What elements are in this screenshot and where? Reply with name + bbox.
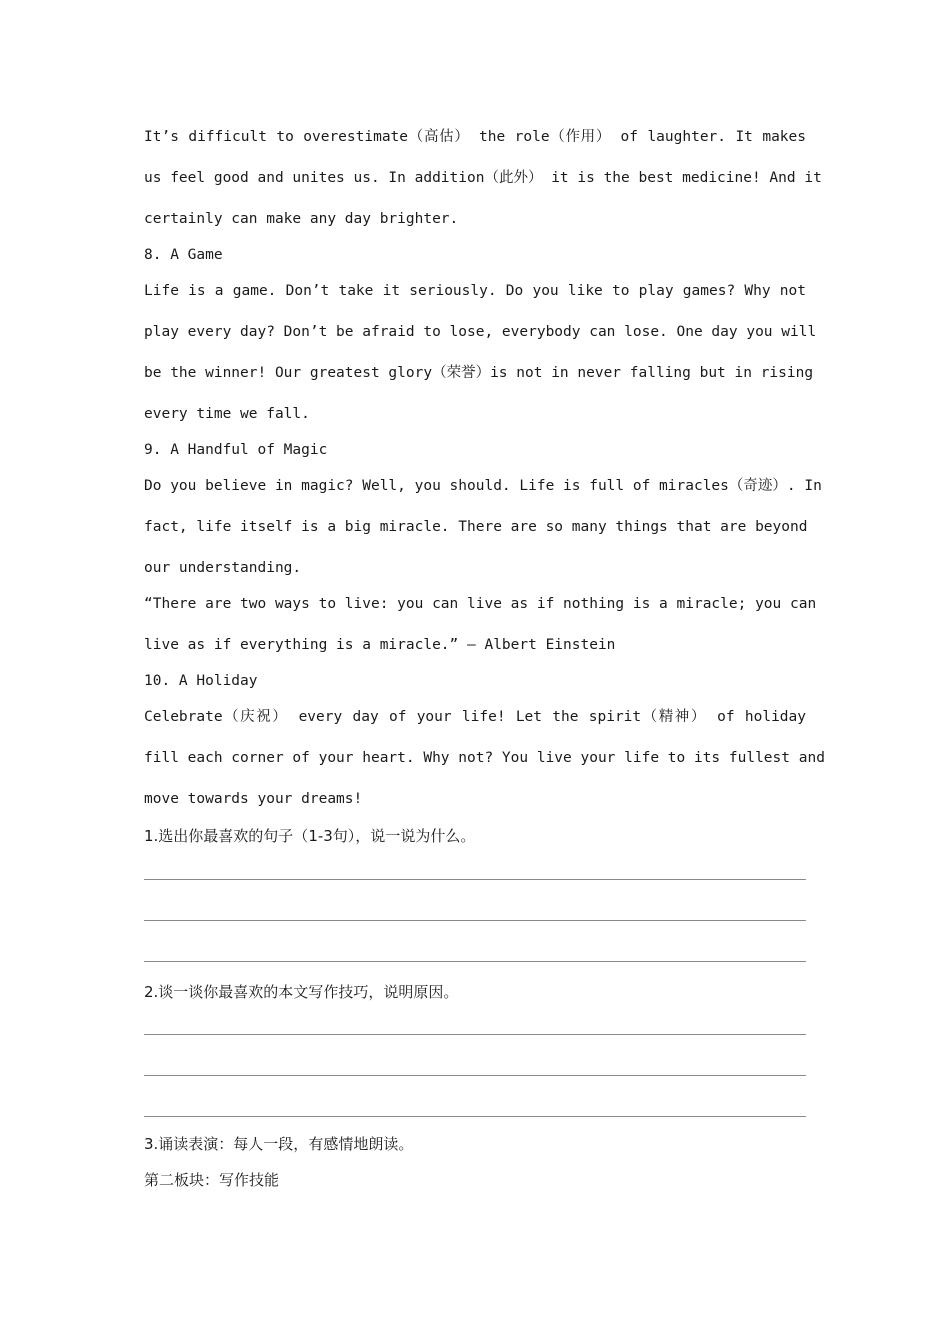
quote-line: “There are two ways to live: you can live as if nothing is a miracle; you can bbox=[144, 596, 817, 612]
paragraph-line: our understanding. bbox=[144, 560, 302, 576]
paragraph-line: every time we fall. bbox=[144, 406, 310, 422]
answer-line[interactable] bbox=[144, 961, 806, 962]
paragraph-line: fill each corner of your heart. Why not? You live your life to its fullest and bbox=[144, 750, 825, 766]
question-1: 1.选出你最喜欢的句子（1-3句），说一说为什么。 bbox=[144, 827, 476, 845]
section-heading: 9. A Handful of Magic bbox=[144, 442, 328, 458]
paragraph-line: move towards your dreams! bbox=[144, 791, 363, 807]
paragraph-line: certainly can make any day brighter. bbox=[144, 211, 459, 227]
answer-line[interactable] bbox=[144, 879, 806, 880]
question-3: 3.诵读表演：每人一段，有感情地朗读。 bbox=[144, 1135, 414, 1153]
paragraph-line: Do you believe in magic? Well, you should. Life is full of miracles（奇迹）. In bbox=[144, 478, 822, 494]
paragraph-line: It’s difficult to overestimate（高估） the role（作用） of laughter. It makes bbox=[144, 129, 806, 145]
paragraph-line: Life is a game. Don’t take it seriously. Do you like to play games? Why not bbox=[144, 283, 806, 299]
paragraph-line: fact, life itself is a big miracle. There are so many things that are beyond bbox=[144, 519, 808, 535]
paragraph-line: Celebrate（庆祝） every day of your life! Let the spirit（精神） of holiday bbox=[144, 709, 806, 725]
section-heading: 10. A Holiday bbox=[144, 673, 258, 689]
section-title: 第二板块：写作技能 bbox=[144, 1171, 280, 1189]
answer-line[interactable] bbox=[144, 1034, 806, 1035]
answer-line[interactable] bbox=[144, 920, 806, 921]
paragraph-line: be the winner! Our greatest glory（荣誉）is not in never falling but in rising bbox=[144, 365, 814, 381]
section-heading: 8. A Game bbox=[144, 247, 223, 263]
paragraph-line: play every day? Don’t be afraid to lose, everybody can lose. One day you will bbox=[144, 324, 817, 340]
question-2: 2.谈一谈你最喜欢的本文写作技巧，说明原因。 bbox=[144, 983, 459, 1001]
answer-line[interactable] bbox=[144, 1116, 806, 1117]
paragraph-line: us feel good and unites us. In addition（此外） it is the best medicine! And it bbox=[144, 170, 822, 186]
answer-line[interactable] bbox=[144, 1075, 806, 1076]
quote-line: live as if everything is a miracle.” — Albert Einstein bbox=[144, 637, 616, 653]
